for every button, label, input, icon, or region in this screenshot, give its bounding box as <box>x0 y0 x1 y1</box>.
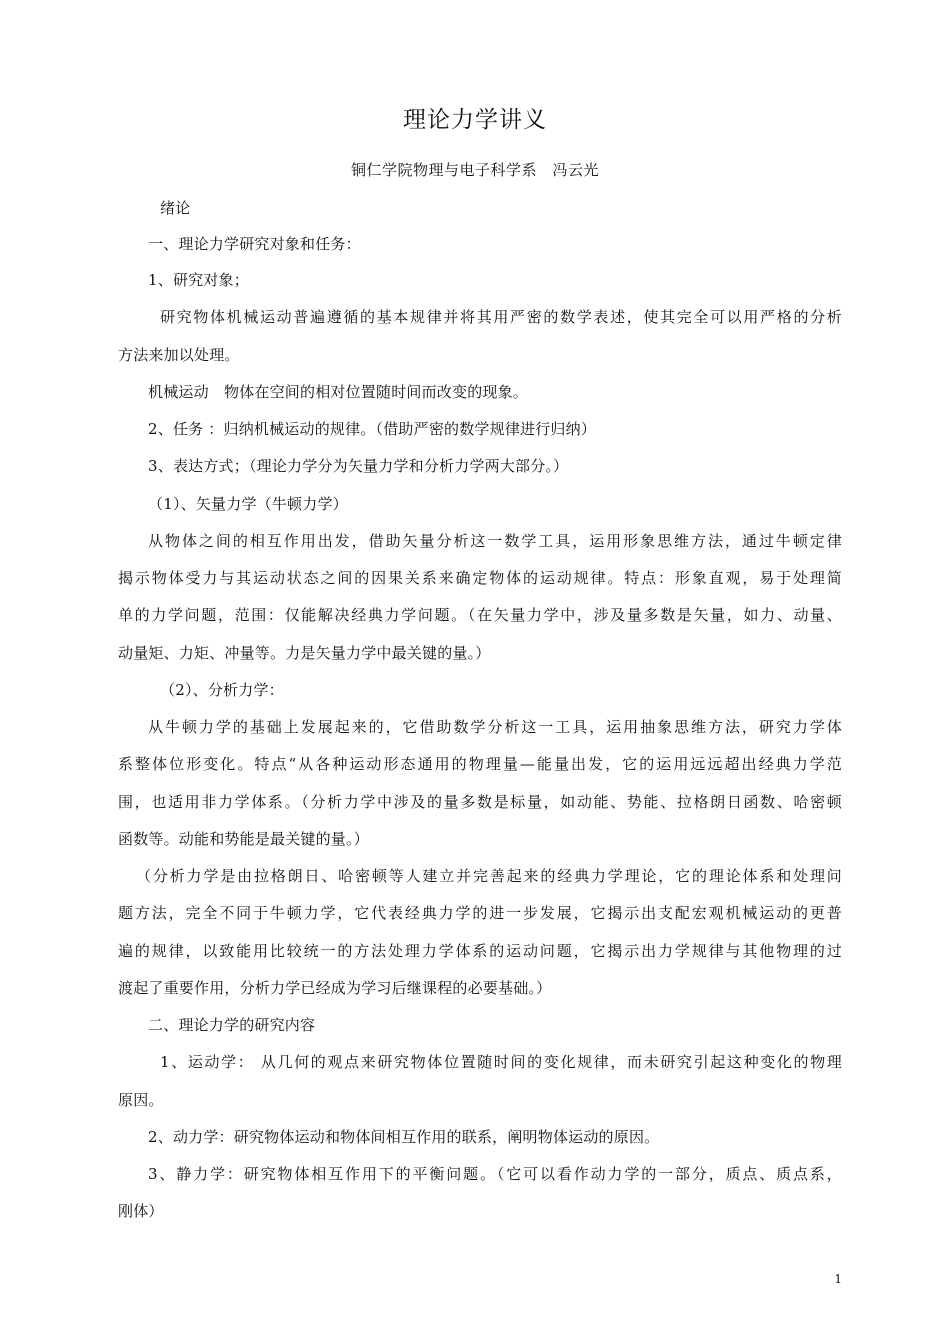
document-title: 理论力学讲义 <box>403 107 547 133</box>
paragraph-line: 函数等。动能和势能是最关键的量。） <box>118 830 369 848</box>
paragraph-line: 系整体位形变化。特点“从各种运动形态通用的物理量—能量出发，它的运用远远超出经典力学范 <box>118 755 842 773</box>
subsection-heading: （1）、矢量力学（牛顿力学） <box>148 495 348 513</box>
paragraph-line: 3、表达方式；（理论力学分为矢量力学和分析力学两大部分。） <box>148 457 569 475</box>
paragraph-line: 2、任务 ：归纳机械运动的规律。（借助严密的数学规律进行归纳） <box>148 420 597 438</box>
paragraph-line: 揭示物体受力与其运动状态之间的因果关系来确定物体的运动规律。特点：形象直观，易于处理简 <box>118 569 842 587</box>
paragraph-line: 2、动力学：研究物体运动和物体间相互作用的联系，阐明物体运动的原因。 <box>148 1128 660 1146</box>
paragraph-line: 渡起了重要作用，分析力学已经成为学习后继课程的必要基础。） <box>118 979 552 997</box>
section-heading: 二、理论力学的研究内容 <box>148 1016 316 1034</box>
paragraph-line: 原因。 <box>118 1091 164 1109</box>
section-heading: 一、理论力学研究对象和任务： <box>148 235 361 253</box>
subsection-heading: 1、研究对象； <box>148 271 249 289</box>
paragraph-line: 从牛顿力学的基础上发展起来的，它借助数学分析这一工具，运用抽象思维方法，研究力学体 <box>148 718 842 736</box>
paragraph-line: 方法来加以处理。 <box>118 346 240 364</box>
paragraph-line: 单的力学问题，范围：仅能解决经典力学问题。（在矢量力学中，涉及量多数是矢量，如力、动量、 <box>118 606 842 624</box>
paragraph-line: 3、静力学：研究物体相互作用下的平衡问题。（它可以看作动力学的一部分，质点、质点系， <box>148 1165 842 1183</box>
subsection-heading: （2）、分析力学： <box>160 681 284 699</box>
paragraph-line: 围，也适用非力学体系。（分析力学中涉及的量多数是标量，如动能、势能、拉格朗日函数、哈密顿 <box>118 793 842 811</box>
paragraph-line: 1、运动学： 从几何的观点来研究物体位置随时间的变化规律，而未研究引起这种变化的物理 <box>160 1053 842 1071</box>
paragraph-line: 题方法，完全不同于牛顿力学，它代表经典力学的进一步发展，它揭示出支配宏观机械运动的更普 <box>118 904 842 922</box>
author-affiliation: 铜仁学院物理与电子科学系 冯云光 <box>350 161 599 179</box>
section-heading: 绪论 <box>160 199 191 217</box>
paragraph-line: 动量矩、力矩、冲量等。力是矢量力学中最关键的量。） <box>118 644 491 662</box>
paragraph-line: 从物体之间的相互作用出发，借助矢量分析这一数学工具，运用形象思维方法，通过牛顿定律 <box>148 532 842 550</box>
paragraph-line: 刚体） <box>118 1202 164 1220</box>
paragraph-line: 研究物体机械运动普遍遵循的基本规律并将其用严密的数学表述，使其完全可以用严格的分析 <box>160 308 842 326</box>
page-number: 1 <box>834 1272 842 1286</box>
paragraph-line: 遍的规律，以致能用比较统一的方法处理力学体系的运动问题，它揭示出力学规律与其他物理的过 <box>118 942 842 960</box>
paragraph-line: （分析力学是由拉格朗日、哈密顿等人建立并完善起来的经典力学理论，它的理论体系和处理问 <box>136 867 842 885</box>
paragraph-line: 机械运动 物体在空间的相对位置随时间而改变的现象。 <box>148 383 529 401</box>
